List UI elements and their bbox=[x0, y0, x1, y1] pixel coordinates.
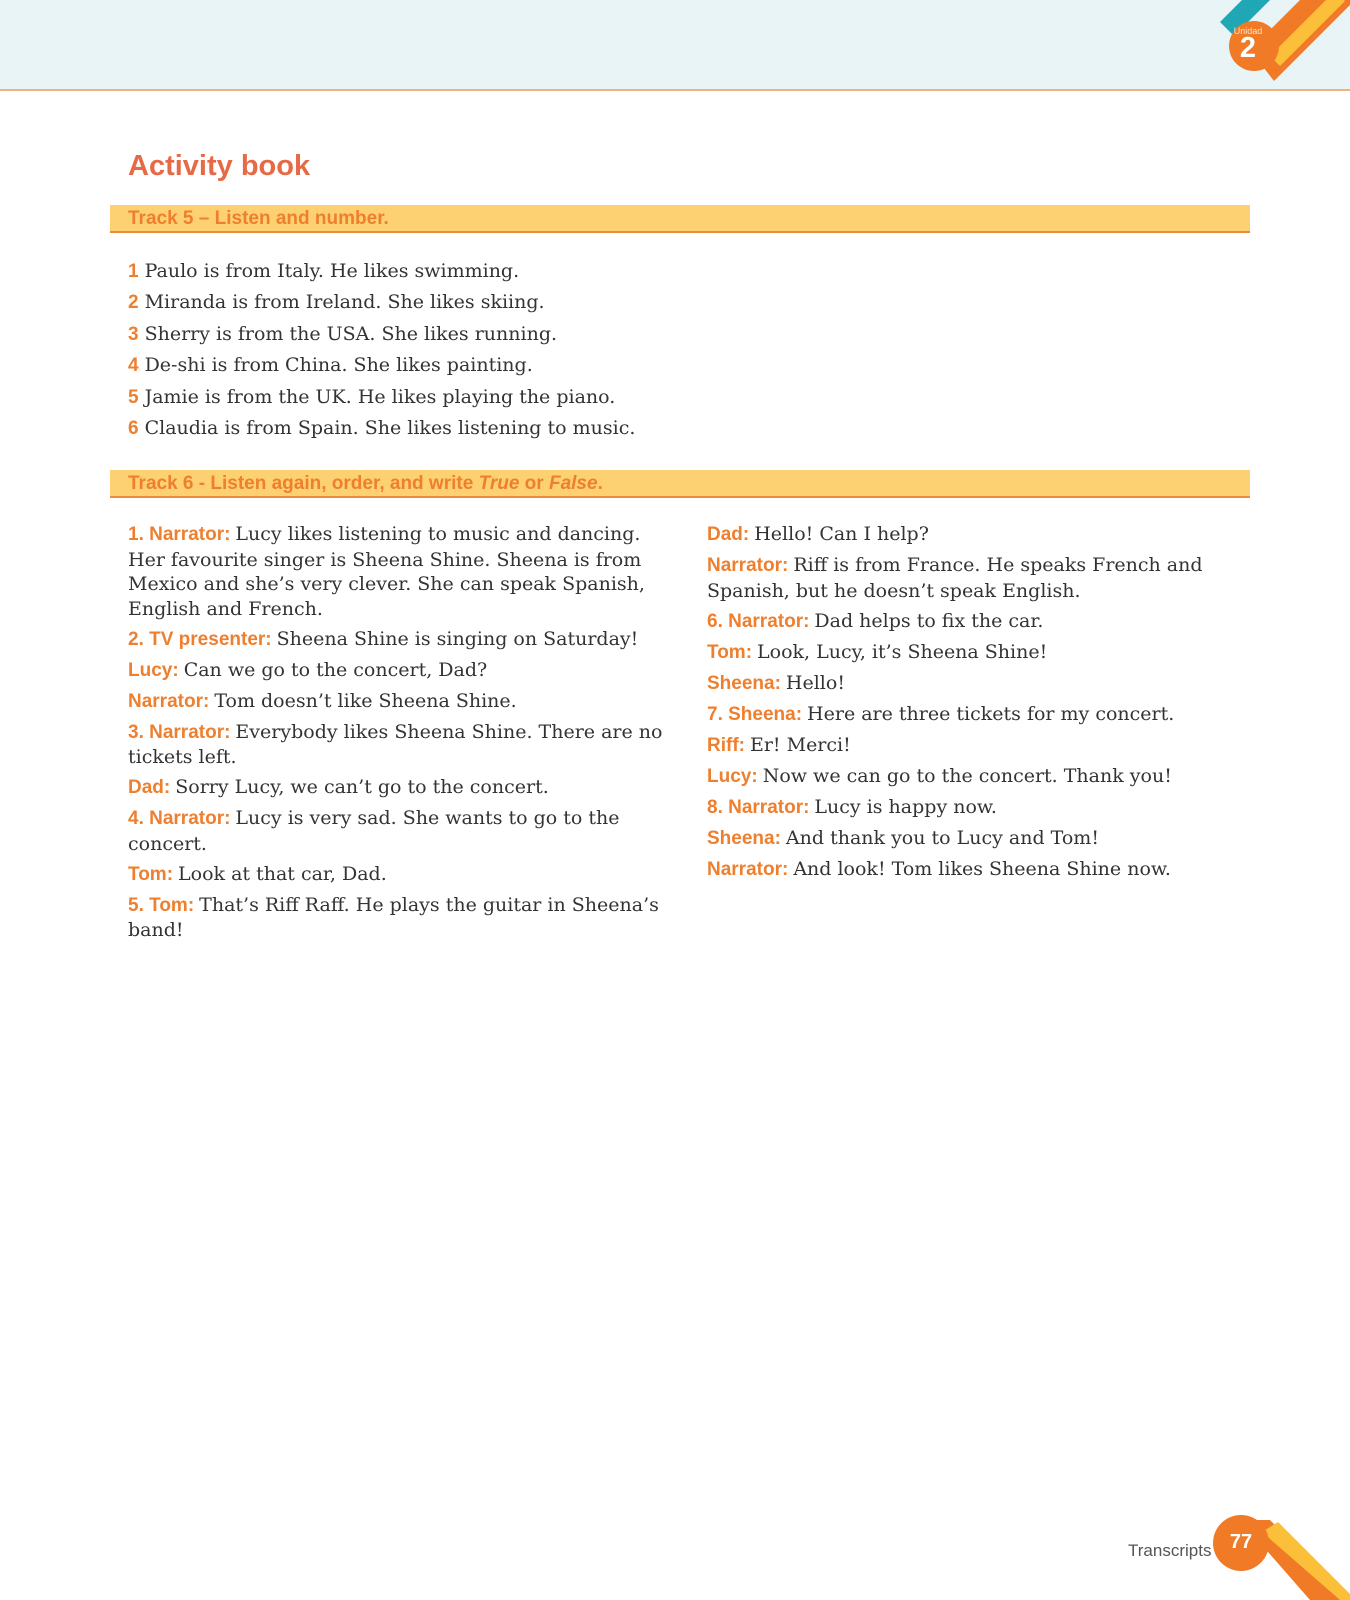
list-item bbox=[128, 350, 635, 381]
speaker-label: 1. Narrator: bbox=[128, 524, 231, 545]
dialogue-text: Lucy is happy now. bbox=[814, 795, 997, 818]
item-number: 6 bbox=[128, 418, 139, 440]
footer-label: Transcripts bbox=[1128, 1541, 1212, 1560]
dialogue-text: Lucy likes listening to music and dancing. Her favourite singer is Sheena Shine. Sheena is from Mexico and she’s very clever. She can speak Spanish, English and French. bbox=[128, 523, 645, 620]
dialogue-line bbox=[707, 795, 1217, 821]
track5-heading: Track 5 – Listen and number. bbox=[128, 208, 389, 229]
dialogue-text: Tom doesn’t like Sheena Shine. bbox=[214, 689, 517, 712]
dialogue-line bbox=[707, 671, 1217, 697]
speaker-label: 6. Narrator: bbox=[707, 610, 810, 632]
dialogue-line bbox=[707, 826, 1217, 852]
or-word: or bbox=[519, 473, 549, 494]
dialogue-text: Here are three tickets for my concert. bbox=[807, 702, 1175, 725]
dialogue-text: Everybody likes Sheena Shine. There are no tickets left. bbox=[128, 720, 663, 768]
list-item bbox=[128, 319, 635, 350]
speaker-label: Lucy: bbox=[128, 659, 179, 681]
unit-label: Unidad bbox=[1233, 26, 1263, 36]
transcript-left-column bbox=[128, 522, 678, 948]
dialogue-line bbox=[128, 658, 678, 684]
item-number: 4 bbox=[128, 355, 139, 377]
speaker-label: Dad: bbox=[707, 524, 750, 545]
dialogue-text: Dad helps to fix the car. bbox=[814, 609, 1044, 632]
dialogue-line bbox=[128, 775, 678, 801]
item-text: Paulo is from Italy. He likes swimming. bbox=[144, 260, 520, 282]
page-number: 77 bbox=[1229, 1531, 1253, 1553]
speaker-label: Narrator: bbox=[707, 555, 789, 576]
item-number: 3 bbox=[128, 323, 139, 345]
speaker-label: Lucy: bbox=[707, 765, 758, 787]
speaker-label: 8. Narrator: bbox=[707, 796, 810, 818]
dialogue-text: Lucy is very sad. She wants to go to the concert. bbox=[128, 807, 620, 855]
speaker-label: 3. Narrator: bbox=[128, 721, 231, 743]
speaker-label: 2. TV presenter: bbox=[128, 628, 272, 650]
dialogue-line bbox=[707, 733, 1217, 759]
dialogue-line bbox=[128, 689, 678, 715]
header-band bbox=[0, 0, 1350, 91]
track6-heading bbox=[128, 473, 603, 495]
track6-heading-text: Track 6 - Listen again, order, and write bbox=[128, 473, 479, 494]
dialogue-text: Er! Merci! bbox=[749, 733, 851, 756]
dialogue-line bbox=[128, 627, 678, 653]
track5-heading-bar bbox=[110, 205, 1250, 233]
page-title: Activity book bbox=[128, 150, 311, 182]
speaker-label: Tom: bbox=[707, 641, 753, 663]
speaker-label: 4. Narrator: bbox=[128, 808, 231, 829]
dialogue-line bbox=[707, 857, 1217, 883]
list-item bbox=[128, 287, 635, 318]
track5-list bbox=[128, 256, 635, 444]
heading-period: . bbox=[597, 473, 603, 494]
dialogue-line bbox=[707, 764, 1217, 790]
unit-badge bbox=[1210, 0, 1350, 89]
dialogue-line bbox=[707, 702, 1217, 728]
unit-number: 2 bbox=[1239, 32, 1257, 64]
item-number: 2 bbox=[128, 292, 139, 314]
list-item bbox=[128, 256, 635, 287]
dialogue-text: And thank you to Lucy and Tom! bbox=[785, 826, 1099, 849]
dialogue-line bbox=[128, 522, 678, 621]
dialogue-text: Can we go to the concert, Dad? bbox=[183, 658, 488, 681]
item-text: Jamie is from the UK. He likes playing the piano. bbox=[144, 385, 616, 408]
item-text: De-shi is from China. She likes painting. bbox=[144, 354, 533, 377]
item-text: Claudia is from Spain. She likes listening to music. bbox=[144, 417, 636, 440]
speaker-label: Tom: bbox=[128, 863, 174, 885]
speaker-label: Sheena: bbox=[707, 827, 781, 849]
speaker-label: Riff: bbox=[707, 734, 745, 756]
track6-heading-bar bbox=[110, 470, 1250, 498]
speaker-label: Sheena: bbox=[707, 672, 781, 694]
dialogue-text: Look, Lucy, it’s Sheena Shine! bbox=[757, 640, 1048, 663]
item-number: 1 bbox=[128, 261, 139, 282]
page-badge bbox=[1200, 1510, 1350, 1600]
dialogue-text: Look at that car, Dad. bbox=[178, 862, 387, 885]
speaker-label: Narrator: bbox=[707, 858, 789, 880]
speaker-label: 7. Sheena: bbox=[707, 703, 803, 725]
dialogue-text: Hello! Can I help? bbox=[754, 523, 929, 545]
dialogue-text: Sheena Shine is singing on Saturday! bbox=[276, 627, 639, 650]
dialogue-line bbox=[128, 720, 678, 770]
dialogue-text: Hello! bbox=[785, 671, 845, 694]
pencil-icon bbox=[1200, 1510, 1350, 1600]
speaker-label: Dad: bbox=[128, 777, 171, 798]
item-number: 5 bbox=[128, 386, 139, 408]
dialogue-line bbox=[707, 640, 1217, 666]
transcript-right-column bbox=[707, 522, 1217, 888]
dialogue-line bbox=[128, 862, 678, 888]
item-text: Miranda is from Ireland. She likes skiing. bbox=[144, 291, 545, 314]
dialogue-line bbox=[707, 522, 1217, 548]
dialogue-text: Sorry Lucy, we can’t go to the concert. bbox=[175, 776, 549, 798]
true-word: True bbox=[478, 473, 520, 494]
item-text: Sherry is from the USA. She likes running. bbox=[144, 322, 558, 345]
dialogue-text: And look! Tom likes Sheena Shine now. bbox=[793, 857, 1171, 880]
dialogue-line bbox=[128, 893, 678, 943]
dialogue-text: Now we can go to the concert. Thank you! bbox=[762, 764, 1172, 787]
speaker-label: 5. Tom: bbox=[128, 894, 195, 916]
dialogue-line bbox=[128, 806, 678, 856]
false-word: False bbox=[548, 473, 598, 494]
dialogue-text: That’s Riff Raff. He plays the guitar in Sheena’s band! bbox=[128, 893, 659, 941]
dialogue-line bbox=[707, 553, 1217, 603]
list-item bbox=[128, 382, 635, 413]
dialogue-line bbox=[707, 609, 1217, 635]
speaker-label: Narrator: bbox=[128, 690, 210, 712]
list-item bbox=[128, 413, 635, 444]
dialogue-text: Riff is from France. He speaks French and Spanish, but he doesn’t speak English. bbox=[707, 554, 1203, 602]
